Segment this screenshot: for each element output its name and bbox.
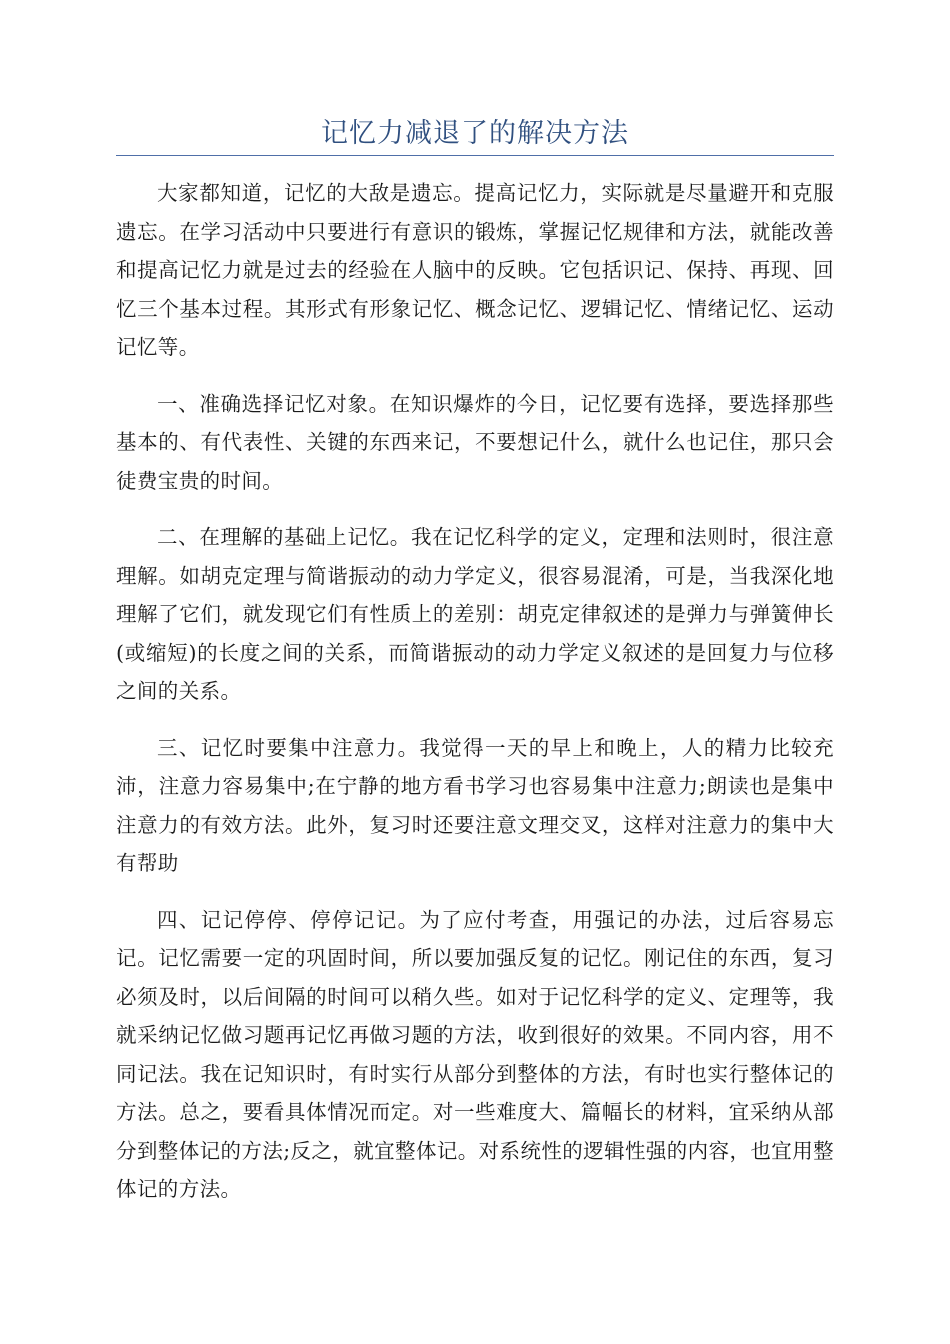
title-underline bbox=[116, 155, 834, 156]
paragraph-point-1: 一、准确选择记忆对象。在知识爆炸的今日，记忆要有选择，要选择那些基本的、有代表性、关键的东西来记，不要想记什么，就什么也记住，那只会徒费宝贵的时间。 bbox=[116, 391, 834, 493]
document-title: 记忆力减退了的解决方法 bbox=[321, 118, 629, 149]
document-body bbox=[116, 174, 834, 1227]
paragraph-point-4: 四、记记停停、停停记记。为了应付考查，用强记的办法，过后容易忘记。记忆需要一定的巩固时间，所以要加强反复的记忆。刚记住的东西，复习必须及时，以后间隔的时间可以稍久些。如对于记忆科学的定义、定理等，我就采纳记忆做习题再记忆再做习题的方法，收到很好的效果。不同内容，用不同记法。我在记知识时，有时实行从部分到整体的方法，有时也实行整体记的方法。总之，要看具体情况而定。对一些难度大、篇幅长的材料，宜采纳从部分到整体记的方法;反之，就宜整体记。对系统性的逻辑性强的内容，也宜用整体记的方法。 bbox=[116, 907, 834, 1201]
paragraph-point-3: 三、记忆时要集中注意力。我觉得一天的早上和晚上，人的精力比较充沛，注意力容易集中;在宁静的地方看书学习也容易集中注意力;朗读也是集中注意力的有效方法。此外，复习时还要注意文理交叉，这样对注意力的集中大有帮助 bbox=[116, 735, 834, 875]
paragraph-intro: 大家都知道，记忆的大敌是遗忘。提高记忆力，实际就是尽量避开和克服遗忘。在学习活动中只要进行有意识的锻炼，掌握记忆规律和方法，就能改善和提高记忆力就是过去的经验在人脑中的反映。它包括识记、保持、再现、回忆三个基本过程。其形式有形象记忆、概念记忆、逻辑记忆、情绪记忆、运动记忆等。 bbox=[116, 181, 834, 359]
paragraph-point-2: 二、在理解的基础上记忆。我在记忆科学的定义，定理和法则时，很注意理解。如胡克定理与简谐振动的动力学定义，很容易混淆，可是，当我深化地理解了它们，就发现它们有性质上的差别：胡克定律叙述的是弹力与弹簧伸长(或缩短)的长度之间的关系，而简谐振动的动力学定义叙述的是回复力与位移之间的关系。 bbox=[116, 525, 834, 703]
